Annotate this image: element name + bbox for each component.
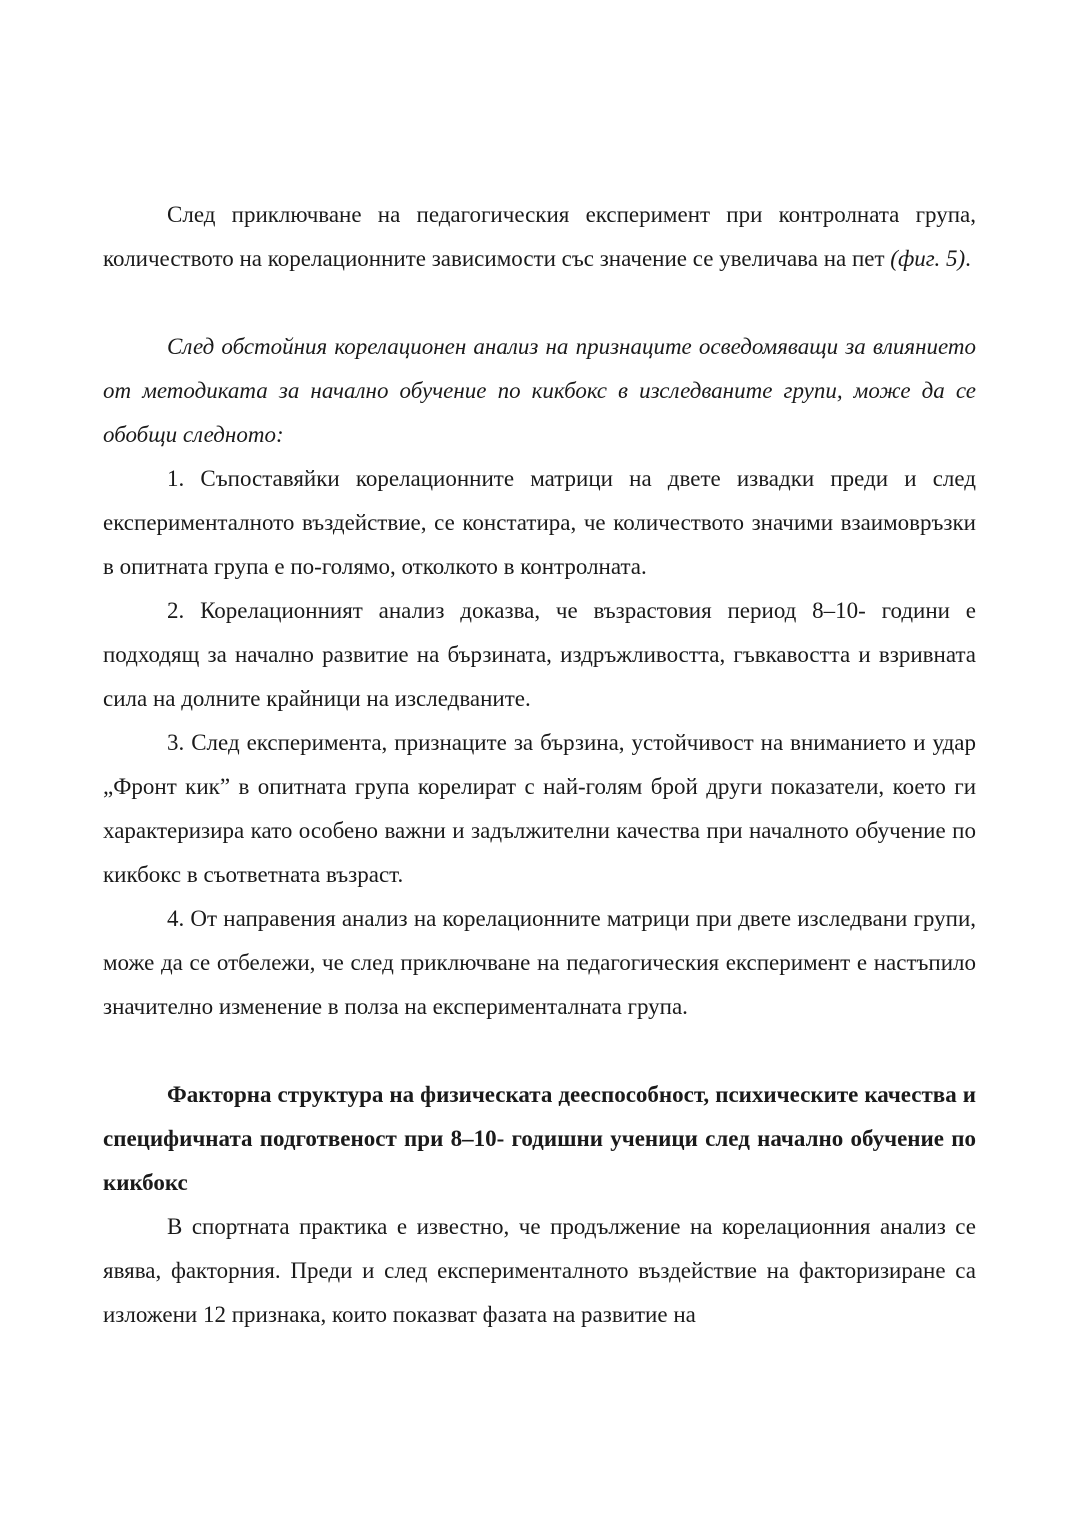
document-body: [103, 193, 976, 1337]
paragraph-control-group: [103, 193, 976, 281]
conclusion-item-3: 3. След експеримента, признаците за бързина, устойчивост на вниманието и удар „Фронт кик” в опитната група корелират с най-голям брой други показатели, което ги характеризира като особено важни и задължителни качества при началното обучение по кикбокс в съответната възраст.: [103, 730, 976, 887]
paragraph-text: След приключване на педагогическия експеримент при контролната група, количеството на корелационните зависимости със значение се увеличава на пет: [103, 202, 976, 271]
paragraph-factor-analysis: В спортната практика е известно, че продължение на корелационния анализ се явява, факторния. Преди и след експерименталното въздействие на факторизиране са изложени 12 признака, които показват фазата на развитие на: [103, 1214, 976, 1327]
conclusion-item-1: 1. Съпоставяйки корелационните матрици на двете извадки преди и след експерименталното въздействие, се констатира, че количеството значими взаимовръзки в опитната група е по-голямо, отколкото в контролната.: [103, 466, 976, 579]
summary-intro: След обстойния корелационен анализ на признаците осведомяващи за влиянието от методиката за начално обучение по кикбокс в изследваните групи, може да се обобщи следното:: [103, 334, 976, 447]
paragraph-end: .: [965, 246, 971, 271]
conclusion-item-4: 4. От направения анализ на корелационните матрици при двете изследвани групи, може да се отбележи, че след приключване на педагогическия експеримент е настъпило значително изменение в полза на експерименталната група.: [103, 906, 976, 1019]
conclusion-item-2: 2. Корелационният анализ доказва, че възрастовия период 8–10- години е подходящ за начално развитие на бързината, издръжливостта, гъвкавостта и взривната сила на долните крайници на изследваните.: [103, 598, 976, 711]
figure-reference: (фиг. 5): [890, 246, 966, 271]
section-heading: Факторна структура на физическата дееспособност, психическите качества и специфичната подготвеност при 8–10- годишни ученици след начално обучение по кикбокс: [103, 1082, 976, 1195]
